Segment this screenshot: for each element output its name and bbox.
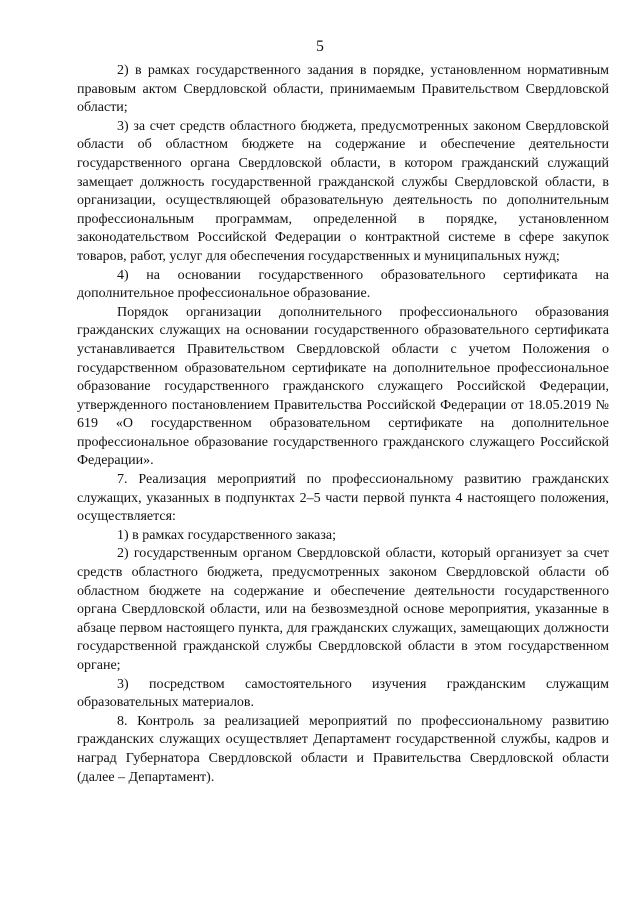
paragraph-point-8: 8. Контроль за реализацией мероприятий по профессиональному развитию гражданских служащих осуществляет Департамент государственной службы, кадров и наград Губернатора Свердловской области и Правительства Свердловской области (далее – Департамент). [77,713,609,785]
paragraph-point-7-item-2: 2) государственным органом Свердловской области, который организует за счет средств областного бюджета, предусмотренных законом Свердловской области об областном бюджете на содержание и обеспечение деятельности государственного органа Свердловской области, или на безвозмездной основе мероприятия, указанные в абзаце первом настоящего пункта, для гражданских служащих, замещающих должности государственной гражданской службы Свердловской области в этом государственном органе; [77,546,609,673]
paragraph-item-3: 3) за счет средств областного бюджета, предусмотренных законом Свердловской области об областном бюджете на содержание и обеспечение деятельности государственного органа Свердловской области, в котором гражданский служащий замещает должность государственной гражданской службы Свердловской области, в организации, осуществляющей образовательную деятельность по дополнительным профессиональным программам, определенной в порядке, установленном законодательством Российской Федерации о контрактной системе в сфере закупок товаров, работ, услуг для обеспечения государственных и муниципальных нужд; [77,118,609,264]
paragraph-certificate-procedure: Порядок организации дополнительного профессионального образования гражданских служащих на основании государственного образовательного сертификата устанавливается Правительством Свердловской области с учетом Положения о государственном образовательном сертификате на дополнительное профессиональное образование государственного гражданского служащего Российской Федерации, утвержденного постановлением Правительства Российской Федерации от 18.05.2019 № 619 «О государственном образовательном сертификате на дополнительное профессиональное образование государственного гражданского служащего Российской Федерации». [77,304,609,469]
paragraph-item-4: 4) на основании государственного образовательного сертификата на дополнительное профессиональное образование. [77,267,609,302]
paragraph-point-7: 7. Реализация мероприятий по профессиональному развитию гражданских служащих, указанных в подпунктах 2–5 части первой пункта 4 настоящего положения, осуществляется: [77,472,609,525]
page-number: 5 [316,38,324,55]
paragraph-item-2: 2) в рамках государственного задания в порядке, установленном нормативным правовым актом Свердловской области, принимаемым Правительством Свердловской области; [77,63,609,116]
document-body [77,62,609,787]
paragraph-point-7-item-3: 3) посредством самостоятельного изучения гражданским служащим образовательных материалов. [77,676,609,711]
paragraph-point-7-item-1: 1) в рамках государственного заказа; [117,527,337,543]
